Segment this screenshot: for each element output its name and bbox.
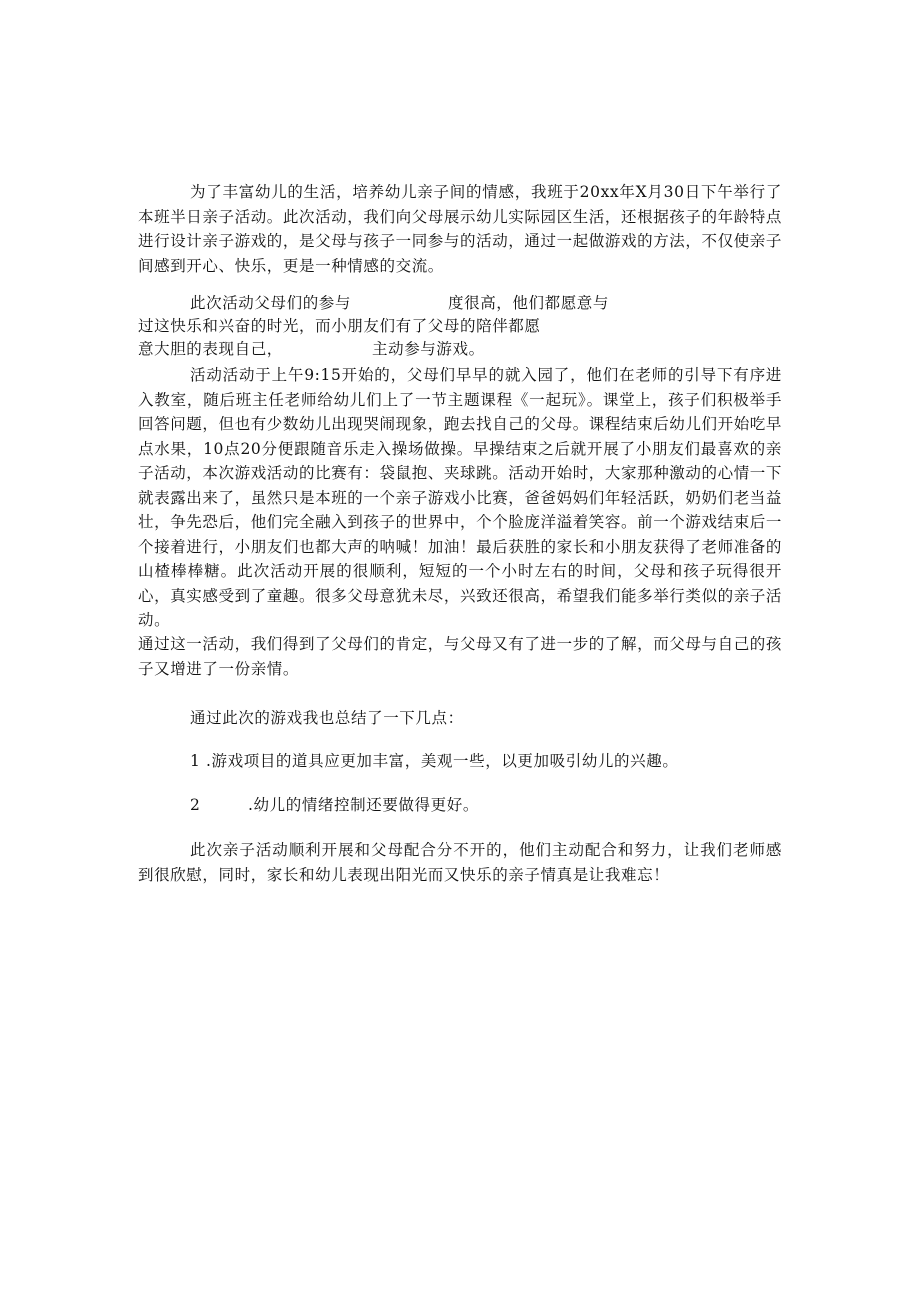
participation-line-3a: 意大胆的表现自己， [138,340,283,358]
summary-item-2-number: 2 [190,796,201,814]
participation-line-3b: 主动参与游戏。 [372,340,485,358]
intro-paragraph: 为了丰富幼儿的生活，培养幼儿亲子间的情感，我班于20xx年X月30日下午举行了本班半日亲子活动。此次活动，我们向父母展示幼儿实际园区生活，还根据孩子的年龄特点进行设计亲子游戏的，是父母与孩子一同参与的活动，通过一起做游戏的方法，不仅使亲子间感到开心、快乐，更是一种情感的交流。 [138,183,783,275]
conclusion-paragraph: 此次亲子活动顺利开展和父母配合分不开的，他们主动配合和努力，让我们老师感到很欣慰，同时，家长和幼儿表现出阳光而又快乐的亲子情真是让我难忘！ [138,841,782,884]
result-paragraph: 通过这一活动，我们得到了父母们的肯定，与父母又有了进一步的了解，而父母与自己的孩子又增进了一份亲情。 [138,635,783,678]
summary-item-1-number: 1 [190,752,201,770]
activity-paragraph: 活动活动于上午9:15开始的，父母们早早的就入园了，他们在老师的引导下有序进入教室，随后班主任老师给幼儿们上了一节主题课程《一起玩》。课堂上，孩子们积极举手回答问题，但也有少数幼儿出现哭闹现象，跑去找自己的父母。课程结束后幼儿们开始吃早点水果，10点20分便跟随音乐走入操场做操。早操结束之后就开展了小朋友们最喜欢的亲子活动，本次游戏活动的比赛有：袋鼠抱、夹球跳。活动开始时，大家那种激动的心情一下就表露出来了，虽然只是本班的一个亲子游戏小比赛，爸爸妈妈们年轻活跃，奶奶们老当益壮，争先恐后，他们完全融入到孩子的世界中，个个脸庞洋溢着笑容。前一个游戏结束后一个接着进行，小朋友们也都大声的呐喊！加油！最后获胜的家长和小朋友获得了老师准备的山楂棒棒糖。此次活动开展的很顺利，短短的一个小时左右的时间，父母和孩子玩得很开心，真实感受到了童趣。很多父母意犹未尽，兴致还很高，希望我们能多举行类似的亲子活动。 [138,366,783,629]
summary-item-1-text: .游戏项目的道具应更加丰富，美观一些，以更加吸引幼儿的兴趣。 [206,752,679,770]
summary-intro: 通过此次的游戏我也总结了一下几点： [190,709,464,727]
summary-item-2-text: .幼儿的情绪控制还要做得更好。 [248,796,479,814]
participation-line-1b: 度很高，他们都愿意与 [448,294,610,312]
participation-line-1a: 此次活动父母们的参与 [190,294,352,312]
participation-line-2: 过这快乐和兴奋的时光，而小朋友们有了父母的陪伴都愿 [138,317,541,335]
